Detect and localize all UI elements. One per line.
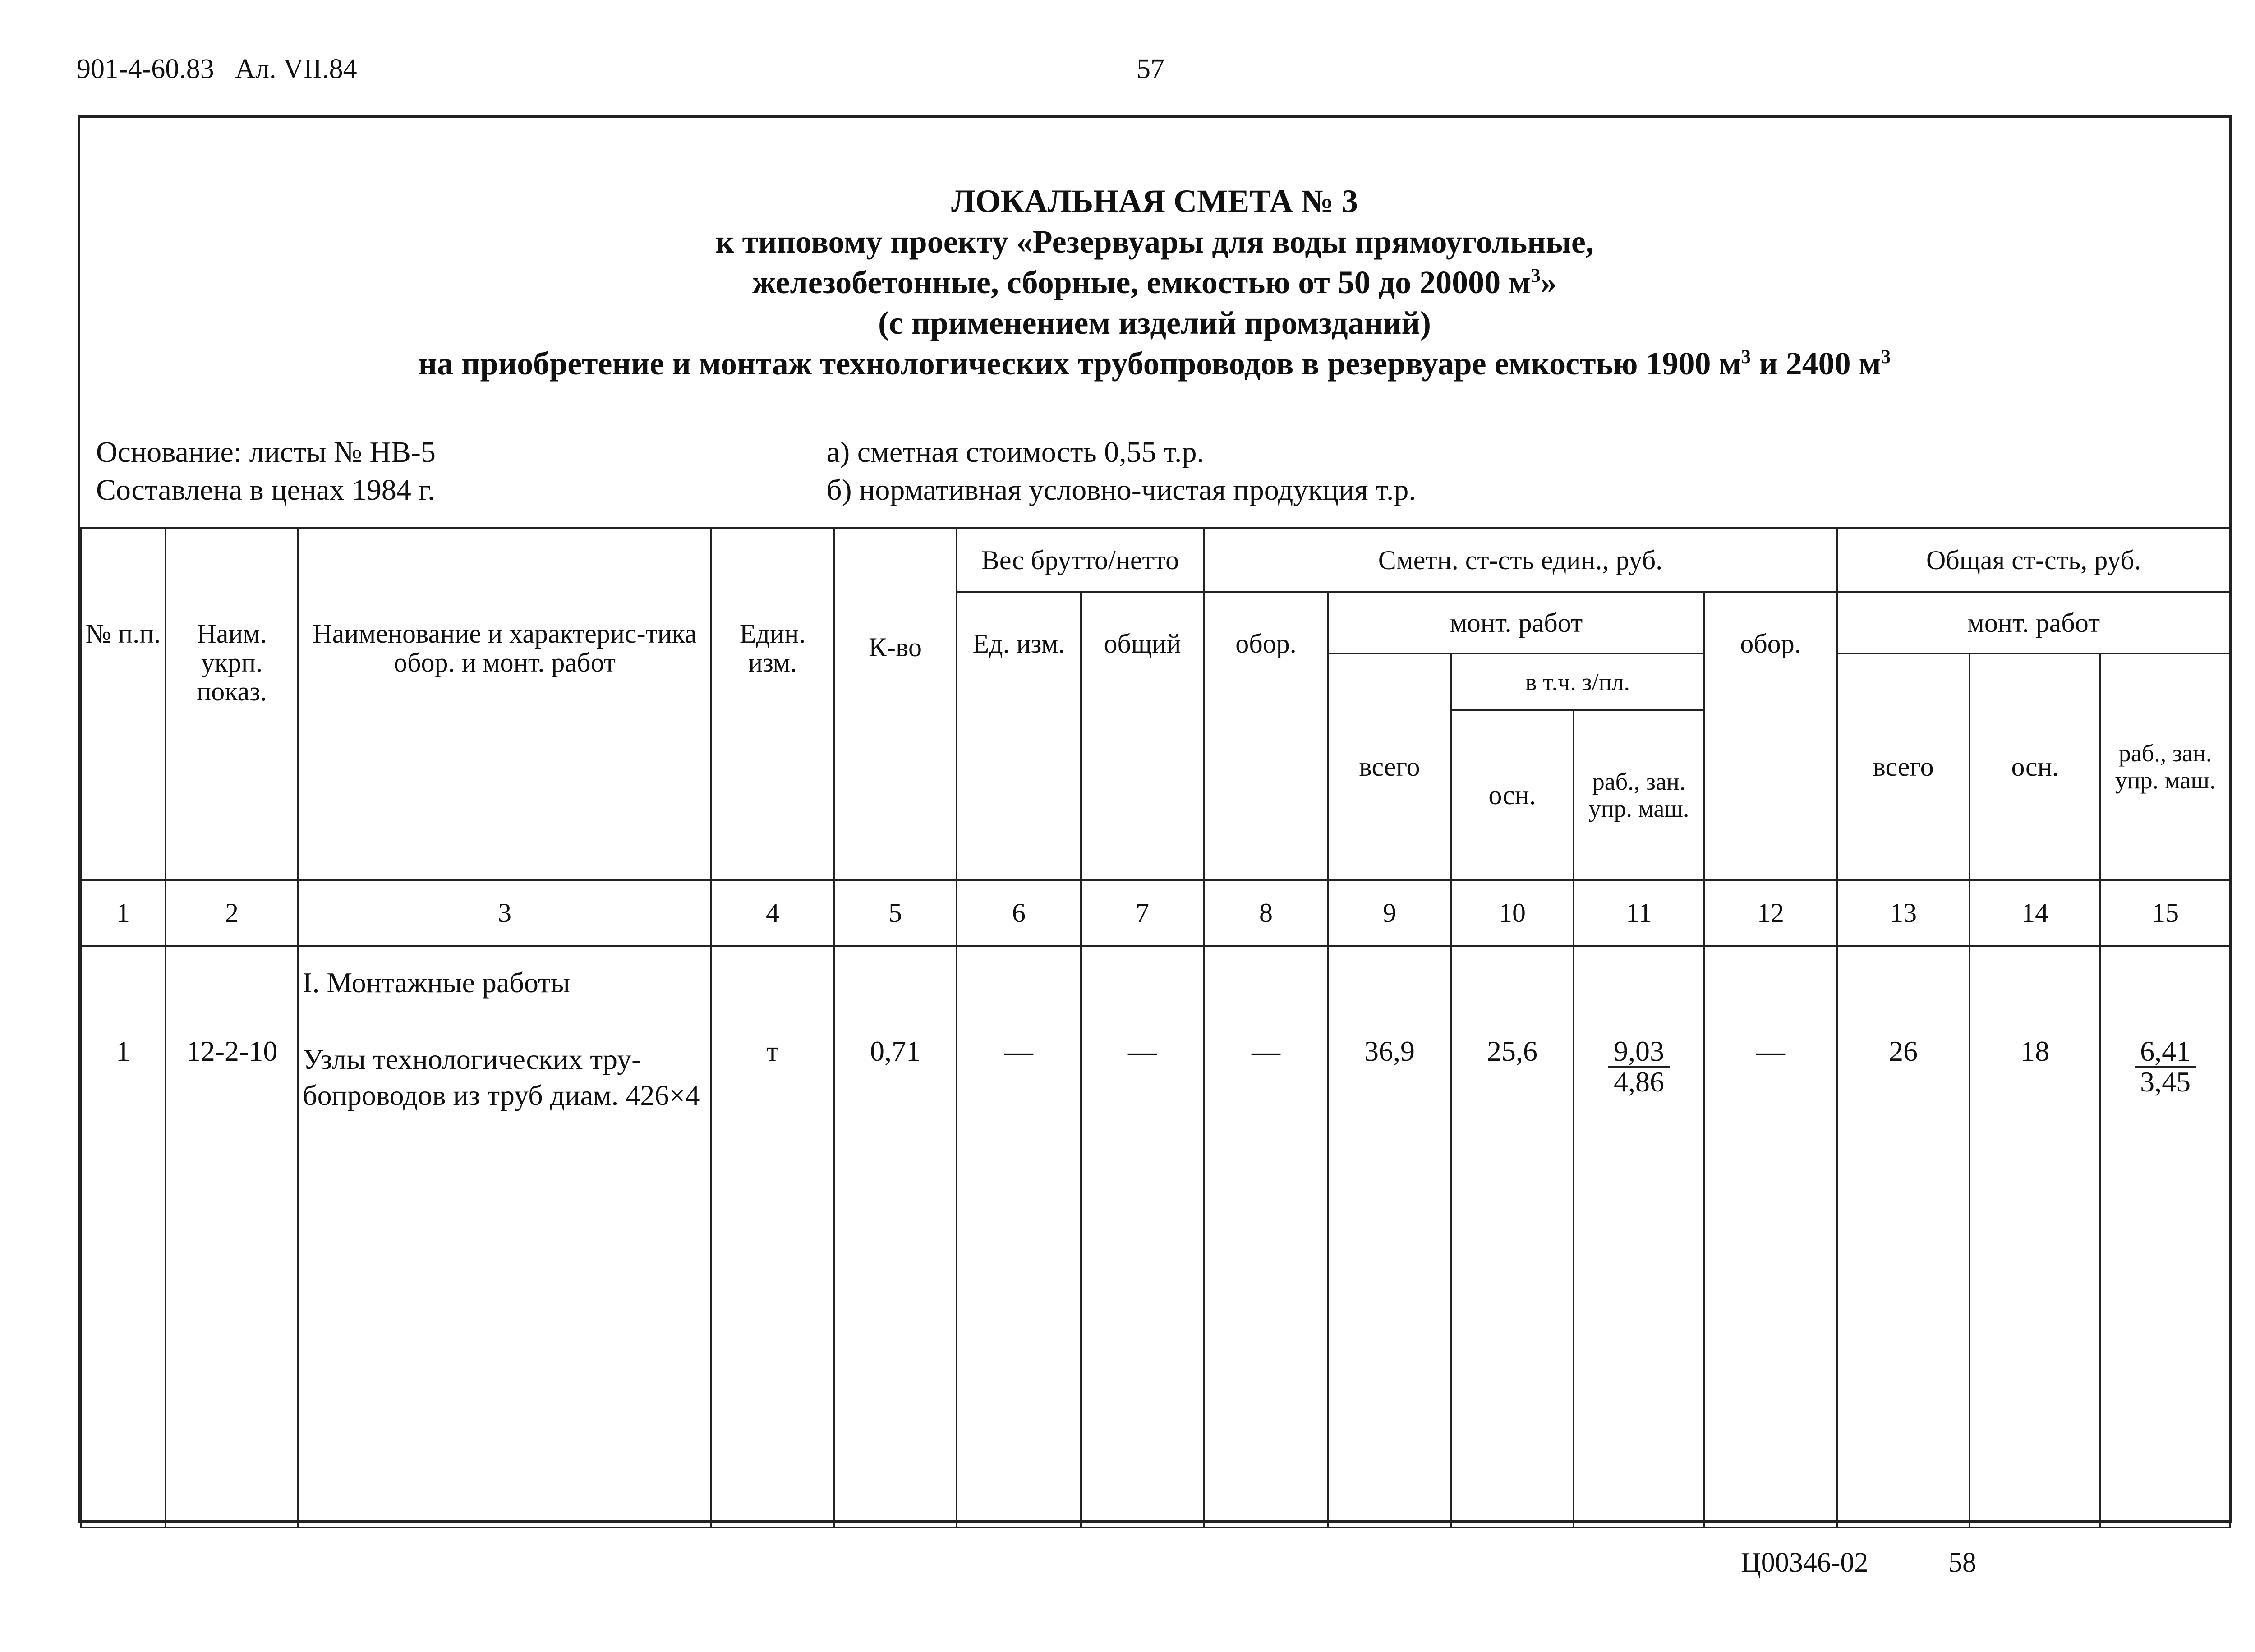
column-number: 14 (1970, 880, 2100, 946)
cost-summary (827, 433, 1416, 509)
row-name: Узлы технологических тру-бопроводов из труб диам. 426×4 (303, 1043, 700, 1111)
fraction-denominator: 3,45 (2140, 1066, 2191, 1098)
row-equip: — (1204, 946, 1328, 1528)
column-number: 5 (834, 880, 957, 946)
title-line-4: (с применением изделий промзданий) (878, 305, 1431, 341)
header-equip-total: обор. (1704, 592, 1837, 880)
header-weight-total: общий (1081, 592, 1204, 880)
row-unit: т (711, 946, 834, 1528)
basis-sheets: Основание: листы № НВ-5 (96, 436, 436, 469)
document-code-header (77, 53, 357, 85)
column-number-row (81, 880, 2230, 946)
column-number: 6 (957, 880, 1081, 946)
row-num: 1 (81, 946, 166, 1528)
row-mount-basic: 25,6 (1451, 946, 1574, 1528)
fraction-denominator: 4,86 (1614, 1066, 1665, 1098)
footer-code: Ц00346-02 (1741, 1547, 1868, 1578)
estimate-frame (78, 115, 2232, 1523)
row-total-machine (2100, 946, 2230, 1528)
album-label: Ал. VII.84 (235, 54, 357, 84)
title-line-5: на приобретение и монтаж технологических трубопроводов в резервуаре емкостью 1900 $м^3$ и 2400 $м^3$ (418, 345, 1891, 382)
title-line-1: ЛОКАЛЬНАЯ СМЕТА № 3 (951, 183, 1358, 219)
header-total-machine: раб., зан. упр. маш. (2100, 653, 2230, 880)
row-weight-unit: — (957, 946, 1081, 1528)
basis-info (96, 433, 436, 509)
column-number: 9 (1328, 880, 1451, 946)
estimate-table (80, 527, 2231, 1528)
row-description (298, 946, 711, 1528)
header-mount-machine: раб., зан. упр. маш. (1574, 710, 1704, 880)
section-title: I. Монтажные работы (303, 966, 570, 999)
basis-prices-year: Составлена в ценах 1984 г. (96, 474, 435, 506)
row-total-basic: 18 (1970, 946, 2100, 1528)
column-number: 15 (2100, 880, 2230, 946)
table-row (81, 946, 2230, 1528)
header-mount-works: монт. работ (1328, 592, 1704, 653)
header-unit-cost-group: Сметн. ст-сть един., руб. (1204, 528, 1837, 592)
title-line-2: к типовому проекту «Резервуары для воды прямоугольные, (715, 224, 1594, 260)
row-mount-total: 36,9 (1328, 946, 1451, 1528)
estimated-cost: а) сметная стоимость 0,55 т.р. (827, 436, 1205, 469)
title-line-3: железобетонные, сборные, емкостью от 50 до 20000 $м^3$» (752, 264, 1557, 300)
row-mount-machine (1574, 946, 1704, 1528)
fraction-numerator: 9,03 (1608, 1037, 1670, 1068)
page-number-top: 57 (1137, 54, 1164, 84)
column-number: 12 (1704, 880, 1837, 946)
header-code: Наим. укрп. показ. (166, 528, 298, 880)
header-mount-total: всего (1328, 653, 1451, 880)
row-qty: 0,71 (834, 946, 957, 1528)
column-number: 3 (298, 880, 711, 946)
header-weight-unit: Ед. изм. (957, 592, 1081, 880)
header-name: Наименование и характерис-тика обор. и монт. работ (298, 528, 711, 880)
header-total-basic: осн. (1970, 653, 2100, 880)
column-number: 11 (1574, 880, 1704, 946)
header-mount-works-total: монт. работ (1837, 592, 2230, 653)
column-number: 7 (1081, 880, 1204, 946)
doc-code: 901-4-60.83 (77, 54, 214, 84)
header-num: № п.п. (81, 528, 166, 880)
column-number: 13 (1837, 880, 1970, 946)
header-mount-basic: осн. (1451, 710, 1574, 880)
normative-product: б) нормативная условно-чистая продукция т.р. (827, 474, 1416, 506)
column-number: 2 (166, 880, 298, 946)
column-number: 1 (81, 880, 166, 946)
header-qty: К-во (834, 528, 957, 880)
footer-page-number: 58 (1948, 1547, 1976, 1578)
header-total-mount: всего (1837, 653, 1970, 880)
fraction-numerator: 6,41 (2135, 1037, 2196, 1068)
header-total-cost-group: Общая ст-сть, руб. (1837, 528, 2230, 592)
row-total-mount: 26 (1837, 946, 1970, 1528)
column-number: 10 (1451, 880, 1574, 946)
header-unit: Един. изм. (711, 528, 834, 880)
header-equip: обор. (1204, 592, 1328, 880)
header-incl-wages: в т.ч. з/пл. (1451, 653, 1704, 710)
column-number: 4 (711, 880, 834, 946)
row-equip-total: — (1704, 946, 1837, 1528)
column-number: 8 (1204, 880, 1328, 946)
header-weight-group: Вес брутто/нетто (957, 528, 1204, 592)
estimate-title (80, 181, 2229, 384)
row-code: 12-2-10 (166, 946, 298, 1528)
row-weight-total: — (1081, 946, 1204, 1528)
